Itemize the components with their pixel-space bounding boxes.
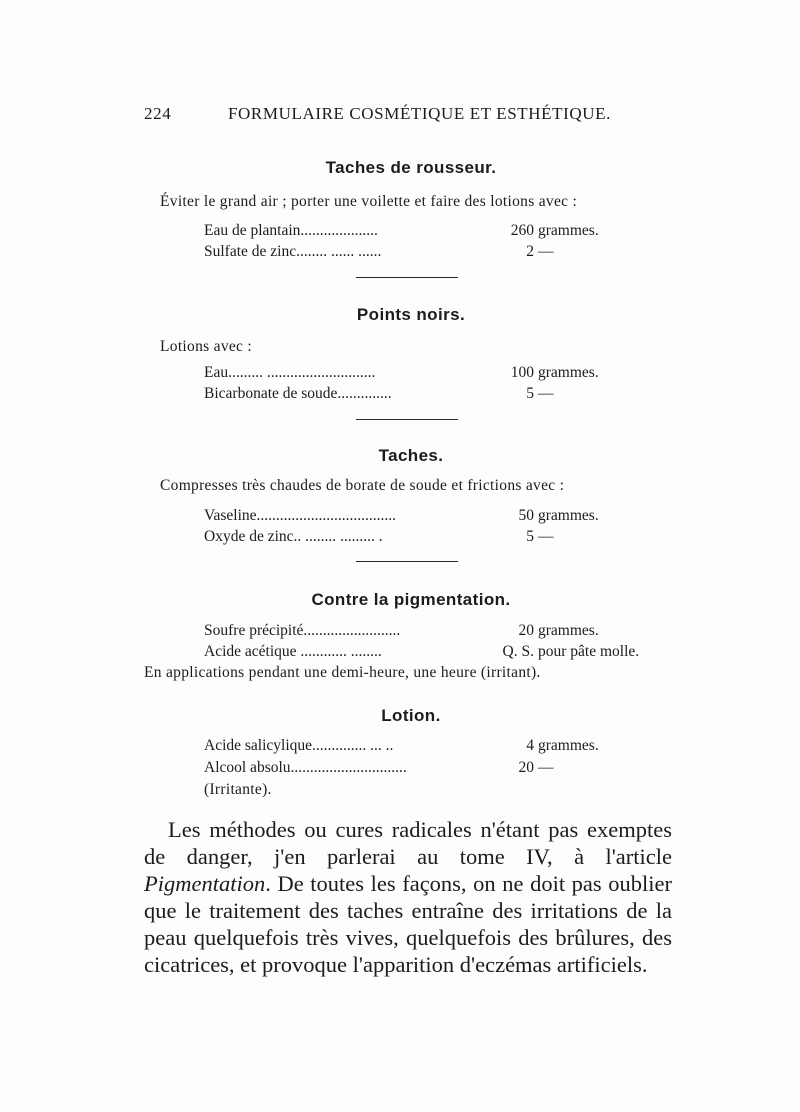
ingredient-unit: grammes. [538,507,599,524]
ingredient-name: Alcool absolu.............................. [204,759,407,776]
paragraph-text-part2: . De toutes les façons, on ne doit pas oublier que le traitement des taches entraîne des irritations de la peau quelquefois très vives, quelquefois des brûlures, des cicatrices, et provoque l'apparition d'eczémas artificiels. [144,871,672,977]
ingredient-unit: — [538,759,554,776]
section-heading-taches-de-rousseur: Taches de rousseur. [325,158,497,177]
section-divider [356,561,458,562]
section-intro: Lotions avec : [160,338,253,355]
ingredient-unit: grammes. [538,622,599,639]
ingredient-quantity: 5 [526,528,534,545]
ingredient-unit: — [538,385,554,402]
recipe-row [204,243,674,263]
ingredient-unit: — [538,243,554,260]
ingredient-quantity: 20 [518,759,534,776]
recipe-row [204,222,674,242]
running-title: FORMULAIRE COSMÉTIQUE ET ESTHÉTIQUE. [228,104,611,123]
section-intro: Éviter le grand air ; porter une voilette et faire des lotions avec : [160,193,578,210]
section-note: (Irritante). [204,781,272,798]
ingredient-quantity: 50 [518,507,534,524]
ingredient-unit: — [538,528,554,545]
section-divider [356,419,458,420]
section-divider [356,277,458,278]
ingredient-quantity: 5 [526,385,534,402]
ingredient-quantity: 20 [518,622,534,639]
ingredient-name: Bicarbonate de soude.............. [204,385,392,402]
section-note: En applications pendant une demi-heure, une heure (irritant). [144,664,541,681]
recipe-row [204,643,674,663]
ingredient-name: Soufre précipité......................... [204,622,401,639]
ingredient-name: Acide acétique ............ ........ [204,643,382,660]
section-heading-lotion: Lotion. [381,706,441,725]
ingredient-name: Oxyde de zinc.. ........ ......... . [204,528,383,545]
ingredient-unit: grammes. [538,222,599,239]
paragraph-text-part1: Les méthodes ou cures radicales n'étant pas exemptes de danger, j'en parlerai au tome IV, à l'article [144,817,672,869]
section-heading-points-noirs: Points noirs. [356,305,466,324]
paragraph-italic-term: Pigmentation [144,871,266,896]
recipe-row [204,385,674,405]
ingredient-unit: pour pâte molle. [538,643,640,660]
ingredient-name: Eau de plantain.................... [204,222,378,239]
ingredient-name: Sulfate de zinc........ ...... ...... [204,243,382,260]
ingredient-quantity: 100 [510,364,534,381]
ingredient-quantity: 260 [510,222,534,239]
body-paragraph [144,816,672,978]
recipe-row [204,759,674,779]
section-intro: Compresses très chaudes de borate de soude et frictions avec : [160,477,565,494]
ingredient-name: Vaseline.................................... [204,507,397,524]
ingredient-quantity: 4 [526,737,534,754]
recipe-row [204,364,674,384]
ingredient-name: Eau......... ............................ [204,364,376,381]
recipe-row [204,737,674,757]
page-number: 224 [144,104,172,123]
section-heading-contre-la-pigmentation: Contre la pigmentation. [311,590,511,609]
recipe-row [204,622,674,642]
recipe-row [204,528,674,548]
ingredient-unit: grammes. [538,737,599,754]
ingredient-quantity: Q. S. [502,643,534,660]
ingredient-quantity: 2 [526,243,534,260]
ingredient-unit: grammes. [538,364,599,381]
recipe-row [204,507,674,527]
ingredient-name: Acide salicylique.............. ... .. [204,737,394,754]
section-heading-taches: Taches. [378,446,444,465]
